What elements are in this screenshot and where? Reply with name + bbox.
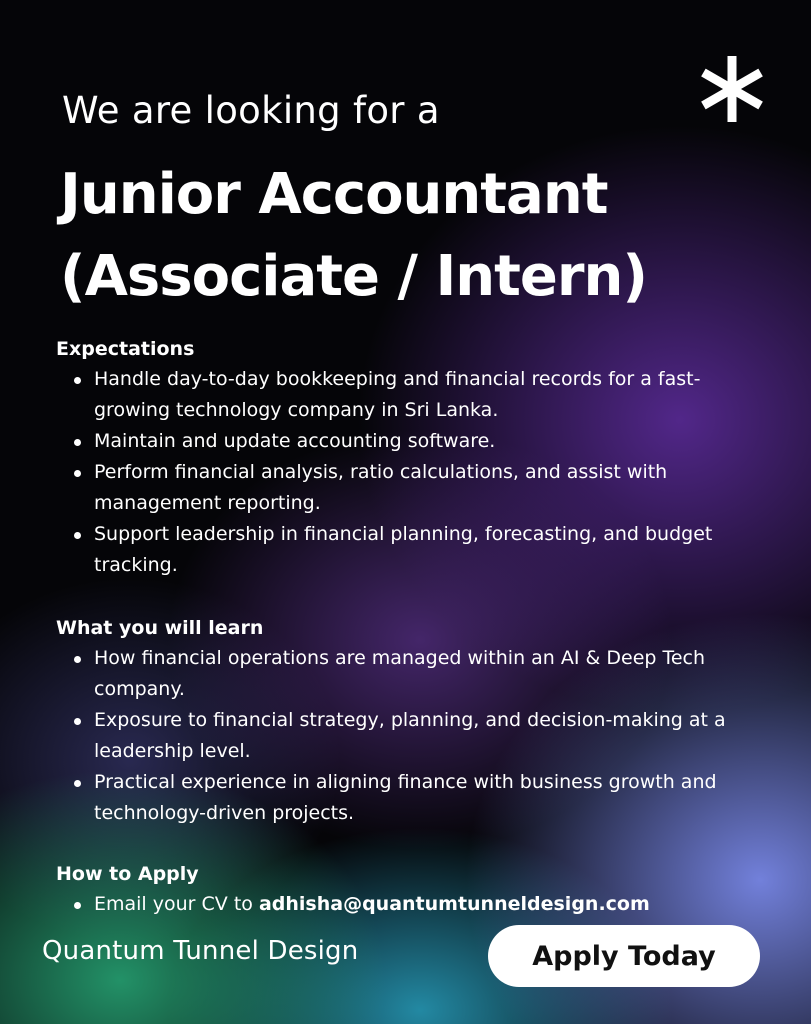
learn-list <box>56 643 744 829</box>
section-heading: What you will learn <box>56 617 264 639</box>
list-item: Practical experience in aligning finance with business growth and technology-driven projects. <box>56 767 744 829</box>
section-heading: Expectations <box>56 338 195 360</box>
company-name: Quantum Tunnel Design <box>42 936 359 966</box>
asterisk-icon <box>697 54 767 124</box>
email-address[interactable]: adhisha@quantumtunneldesign.com <box>258 893 650 915</box>
apply-instruction: Email your CV to <box>94 893 253 915</box>
list-item: Exposure to financial strategy, planning, and decision-making at a leadership level. <box>56 705 744 767</box>
intro-text: We are looking for a <box>62 89 440 132</box>
expectations-section <box>56 334 744 581</box>
section-heading: How to Apply <box>56 863 199 885</box>
list-item: Perform financial analysis, ratio calculations, and assist with management reporting. <box>56 457 744 519</box>
how-to-apply-section <box>56 859 744 920</box>
list-item: Maintain and update accounting software. <box>56 426 744 457</box>
apply-today-button[interactable]: Apply Today <box>488 925 760 987</box>
job-title <box>60 154 647 318</box>
list-item: Support leadership in financial planning, forecasting, and budget tracking. <box>56 519 744 581</box>
apply-list <box>56 889 744 920</box>
list-item <box>56 889 744 920</box>
list-item: How financial operations are managed within an AI & Deep Tech company. <box>56 643 744 705</box>
learn-section <box>56 613 744 829</box>
job-title-line-1: Junior Accountant <box>60 162 608 227</box>
job-title-line-2: (Associate / Intern) <box>60 244 647 309</box>
list-item: Handle day-to-day bookkeeping and financial records for a fast-growing technology company in Sri Lanka. <box>56 364 744 426</box>
expectations-list <box>56 364 744 581</box>
